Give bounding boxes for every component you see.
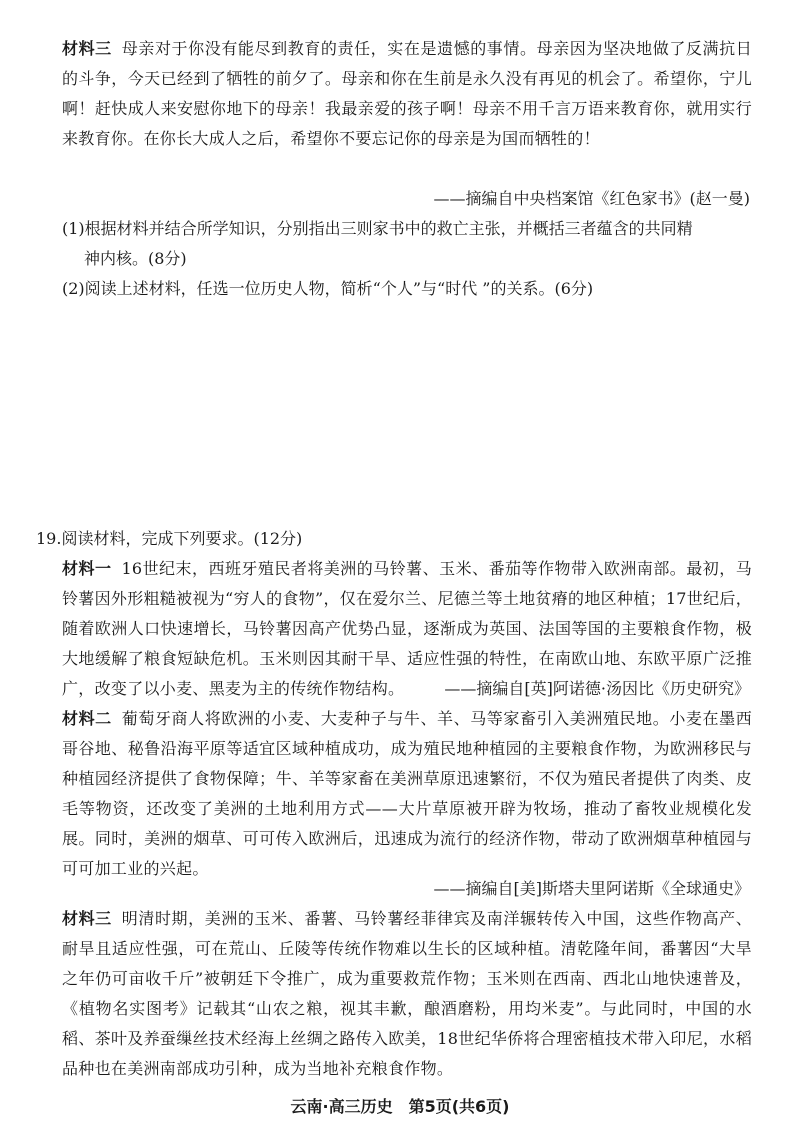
top-material-3 [62,34,752,154]
material-text: 母亲对于你没有能尽到教育的责任，实在是遗憾的事情。母亲因为坚决地做了反满抗日的斗争，今天已经到了牺牲的前夕了。母亲和你在生前是永久没有再见的机会了。希望你，宁儿啊！赶快成人来安慰你地下的母亲！我最亲爱的孩子啊！母亲不用千言万语来教育你，就用实行来教育你。在你长大成人之后，希望你不要忘记你的母亲是为国而牺牲的！ [62,39,752,148]
question-1 [62,214,752,274]
top-material-3-source: ——摘编自中央档案馆《红色家书》(赵一曼) [433,189,750,208]
material-label: 材料三 [62,909,112,928]
page-footer: 云南·高三历史 第5页(共6页) [290,1097,510,1116]
question-1-line-1: (1)根据材料并结合所学知识，分别指出三则家书中的救亡主张，并概括三者蕴含的共同精 [62,219,693,238]
material-text: 葡萄牙商人将欧洲的小麦、大麦种子与牛、羊、马等家畜引入美洲殖民地。小麦在墨西哥谷地、秘鲁沿海平原等适宜区域种植成功，成为殖民地种植园的主要粮食作物，为欧洲移民与种植园经济提供了食物保障；牛、羊等家畜在美洲草原迅速繁衍，不仅为殖民者提供了肉类、皮毛等物资，还改变了美洲的土地利用方式——大片草原被开辟为牧场，推动了畜牧业规模化发展。同时，美洲的烟草、可可传入欧洲后，迅速成为流行的经济作物，带动了欧洲烟草种植园与可可加工业的兴起。 [62,709,752,878]
question-19-heading: 19.阅读材料，完成下列要求。(12分) [36,529,303,548]
material-text: 16世纪末，西班牙殖民者将美洲的马铃薯、玉米、番茄等作物带入欧洲南部。最初，马铃薯因外形粗糙被视为“穷人的食物”，仅在爱尔兰、尼德兰等土地贫瘠的地区种植；17世纪后，随着欧洲人口快速增长，马铃薯因高产优势凸显，逐渐成为英国、法国等国的主要粮食作物，极大地缓解了粮食短缺危机。玉米则因其耐干旱、适应性强的特性，在南欧山地、东欧平原广泛推广，改变了以小麦、黑麦为主的传统作物结构。 [62,559,753,698]
material-label: 材料一 [62,559,112,578]
q19-material-3 [62,904,752,1084]
material-label: 材料三 [62,39,112,58]
question-1-line-2: 神内核。(8分) [84,249,187,268]
material-label: 材料二 [62,709,112,728]
q19-material-2 [62,704,752,884]
question-2: (2)阅读上述材料，任选一位历史人物，简析“个人”与“时代 ”的关系。(6分) [62,279,594,298]
q19-material-1-source: ——摘编自[英]阿诺德·汤因比《历史研究》 [444,679,750,698]
q19-material-2-source: ——摘编自[美]斯塔夫里阿诺斯《全球通史》 [433,879,750,898]
material-text: 明清时期，美洲的玉米、番薯、马铃薯经菲律宾及南洋辗转传入中国，这些作物高产、耐旱且适应性强，可在荒山、丘陵等传统作物难以生长的区域种植。清乾隆年间，番薯因“大旱之年仍可亩收千斤”被朝廷下令推广，成为重要救荒作物；玉米则在西南、西北山地快速普及，《植物名实图考》记载其“山农之粮，视其丰歉，酿酒磨粉，用均米麦”。与此同时，中国的水稻、茶叶及养蚕缫丝技术经海上丝绸之路传入欧美，18世纪华侨将合理密植技术带入印尼，水稻品种也在美洲南部成功引种，成为当地补充粮食作物。 [62,909,752,1078]
